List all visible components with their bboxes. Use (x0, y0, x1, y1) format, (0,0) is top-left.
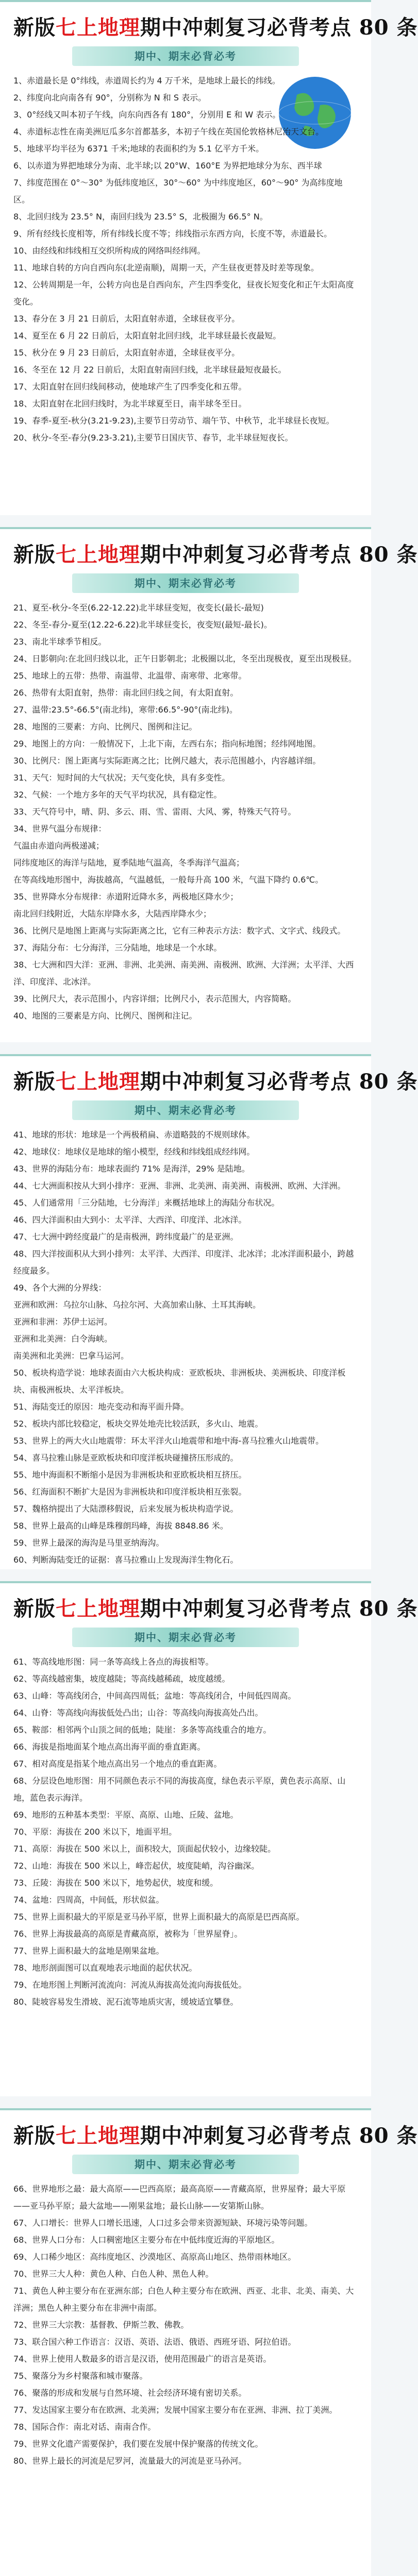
list-item: 64、山脊：等高线向海拔低处凸出；山谷：等高线向海拔高处凸出。 (13, 1708, 263, 1718)
list-item: 33、天气符号中，晴、阴、多云、雨、雪、雷雨、大风、雾，特殊天气符号。 (13, 807, 296, 817)
list-item: 76、聚落的形成和发展与自然环境、社会经济环境有密切关系。 (13, 2388, 247, 2398)
list-item: 同纬度地区的海洋与陆地，夏季陆地气温高，冬季海洋气温高； (13, 858, 245, 868)
list-item: 72、世界三大宗教：基督教、伊斯兰教、佛教。 (13, 2320, 189, 2330)
list-item: 1、赤道最长是 0°纬线，赤道周长约为 4 万千米，是地球上最长的纬线。 (13, 76, 280, 86)
list-item: 南北回归线附近，大陆东岸降水多，大陆西岸降水少； (13, 909, 212, 919)
list-item: 66、世界地形之最：最大高原——巴西高原；最高高原——青藏高原，世界屋脊；最大平原——亚马孙平原；最大盆地——刚果盆地；最长山脉——安第斯山脉。 (13, 2184, 346, 2211)
list-item: 79、在地形图上判断河流流向：河流从海拔高处流向海拔低处。 (13, 1980, 247, 1990)
list-item: 80、陡坡容易发生滑坡、泥石流等地质灾害，缓坡适宜攀登。 (13, 1997, 239, 2007)
title-suffix: 期中冲刺复习必背考点 80 条 (140, 543, 418, 567)
list-item: 56、红海面积不断扩大是因为非洲板块和印度洋板块相互张裂。 (13, 1487, 247, 1497)
list-item: 75、聚落分为乡村聚落和城市聚落。 (13, 2371, 148, 2381)
list-item: 77、发达国家主要分布在欧洲、北美洲；发展中国家主要分布在亚洲、非洲、拉丁美洲。 (13, 2405, 338, 2415)
list-item: 77、世界上面积最大的盆地是刚果盆地。 (13, 1946, 164, 1956)
list-item: 60、判断海陆变迁的证据：喜马拉雅山上发现海洋生物化石。 (13, 1555, 239, 1565)
list-item: 6、以赤道为界把地球分为南、北半球;以 20°W、160°E 为界把地球分为东、西半球 (13, 161, 322, 171)
list-item: 49、各个大洲的分界线： (13, 1283, 107, 1293)
list-item: 62、等高线越密集，坡度越陡；等高线越稀疏，坡度越缓。 (13, 1674, 230, 1684)
section-banner: 期中、期末必背必考 (72, 2155, 299, 2174)
list-item: 15、秋分在 9 月 23 日前后，太阳直射赤道，全球昼夜平分。 (13, 348, 240, 358)
list-item: 32、气候：一个地方多年的天气平均状况，具有稳定性。 (13, 790, 222, 800)
list-item: 55、地中海面积不断缩小是因为非洲板块和亚欧板块相互挤压。 (13, 1470, 247, 1480)
point-list (13, 1126, 358, 1568)
list-item: 19、春季-夏至-秋分(3.21-9.23),主要节日劳动节、端午节、中秋节，北半球昼长夜短。 (13, 416, 335, 426)
list-item: 11、地球自转的方向自西向东(北逆南顺)，周期一天，产生昼夜更替及时差等现象。 (13, 263, 319, 273)
section-banner: 期中、期末必背必考 (72, 573, 299, 593)
section-banner: 期中、期末必背必考 (72, 46, 299, 66)
list-item: 26、热带有太阳直射，热带：南北回归线之间，有太阳直射。 (13, 688, 239, 698)
list-item: 42、地球仪：地球仪是地球的缩小模型，经线和纬线组成经纬网。 (13, 1147, 255, 1157)
list-item: 34、世界气温分布规律： (13, 824, 107, 834)
point-list (13, 72, 358, 446)
list-item: 50、板块构造学说：地球表面由六大板块构成：亚欧板块、非洲板块、美洲板块、印度洋板块、南极洲板块、太平洋板块。 (13, 1368, 346, 1395)
list-item: 78、国际合作：南北对话、南南合作。 (13, 2422, 156, 2432)
list-item: 13、春分在 3 月 21 日前后，太阳直射赤道，全球昼夜平分。 (13, 314, 240, 324)
list-item: 7、纬度范围在 0°～30° 为低纬度地区，30°～60° 为中纬度地区，60°～90° 为高纬度地区。 (13, 178, 343, 205)
list-item: 亚洲和欧洲：乌拉尔山脉、乌拉尔河、大高加索山脉、土耳其海峡。 (13, 1300, 261, 1310)
section-2 (0, 527, 418, 1042)
list-item: 41、地球的形状：地球是一个两极稍扁、赤道略鼓的不规则球体。 (13, 1130, 255, 1140)
list-item: 28、地图的三要素：方向、比例尺、图例和注记。 (13, 722, 197, 732)
list-item: 25、地球上的五带：热带、南温带、北温带、南寒带、北寒带。 (13, 671, 247, 681)
title-prefix: 新版 (13, 1597, 56, 1621)
list-item: 78、地形剖面图可以直观地表示地面的起伏状况。 (13, 1963, 197, 1973)
list-item: 75、世界上面积最大的平原是亚马孙平原，世界上面积最大的高原是巴西高原。 (13, 1912, 305, 1922)
list-item: 61、等高线地形图：同一条等高线上各点的海拔相等。 (13, 1657, 214, 1667)
list-item: 58、世界上最高的山峰是珠穆朗玛峰，海拔 8848.86 米。 (13, 1521, 228, 1531)
list-item: 5、地球平均半径为 6371 千米;地球的表面积约为 5.1 亿平方千米。 (13, 144, 264, 154)
section-5 (0, 2108, 418, 2576)
list-item: 16、冬至在 12 月 22 日前后，太阳直射南回归线，北半球昼最短夜最长。 (13, 365, 287, 375)
title-prefix: 新版 (13, 543, 56, 567)
list-item: 70、平原：海拔在 200 米以下，地面平坦。 (13, 1827, 177, 1837)
list-item: 53、世界上的两大火山地震带：环太平洋火山地震带和地中海-喜马拉雅火山地震带。 (13, 1436, 324, 1446)
list-item: 74、盆地：四周高，中间低，形状似盆。 (13, 1895, 164, 1905)
list-item: 71、黄色人种主要分布在亚洲东部；白色人种主要分布在欧洲、西亚、北非、北美、南美、大洋洲；黑色人种主要分布在非洲中南部。 (13, 2286, 354, 2313)
section-title (13, 2123, 418, 2149)
list-item: 9、所有经线长度相等，所有纬线长度不等；纬线指示东西方向，长度不等，赤道最长。 (13, 229, 332, 239)
list-item: 72、山地：海拔在 500 米以上，峰峦起伏，坡度陡峭，沟谷幽深。 (13, 1861, 260, 1871)
section-4 (0, 1581, 418, 2096)
list-item: 73、丘陵：海拔在 500 米以下，地势起伏，坡度和缓。 (13, 1878, 219, 1888)
list-item: 38、七大洲和四大洋：亚洲、非洲、北美洲、南美洲、南极洲、欧洲、大洋洲；太平洋、大西洋、印度洋、北冰洋。 (13, 960, 354, 987)
list-item: 2、纬度向北向南各有 90°，分别称为 N 和 S 表示。 (13, 93, 207, 103)
list-item: 17、太阳直射在回归线间移动，使地球产生了四季变化和五带。 (13, 382, 247, 392)
list-item: 20、秋分-冬至-春分(9.23-3.21),主要节日国庆节、春节，北半球昼短夜长。 (13, 433, 293, 443)
title-prefix: 新版 (13, 1070, 56, 1094)
list-item: 14、夏至在 6 月 22 日前后，太阳直射北回归线，北半球昼最长夜最短。 (13, 331, 281, 341)
title-highlight: 七上地理 (56, 1070, 140, 1094)
list-item: 亚洲和北美洲：白令海峡。 (13, 1334, 113, 1344)
list-item: 73、联合国六种工作语言：汉语、英语、法语、俄语、西班牙语、阿拉伯语。 (13, 2337, 296, 2347)
list-item: 76、世界上海拔最高的高原是青藏高原，被称为「世界屋脊」。 (13, 1929, 243, 1939)
title-prefix: 新版 (13, 2124, 56, 2148)
title-prefix: 新版 (13, 15, 56, 40)
list-item: 24、日影朝向:在北回归线以北，正午日影朝北；北极圈以北，冬至出现极夜，夏至出现极昼。 (13, 654, 357, 664)
list-item: 31、天气：短时间的大气状况；天气变化快，具有多变性。 (13, 773, 230, 783)
list-item: 46、四大洋面积由大到小：太平洋、大西洋、印度洋、北冰洋。 (13, 1215, 247, 1225)
list-item: 在等高线地形图中，海拔越高，气温越低，一般每升高 100 米，气温下降约 0.6℃。 (13, 875, 324, 885)
list-item: 69、人口稀少地区：高纬度地区、沙漠地区、高原高山地区、热带雨林地区。 (13, 2252, 296, 2262)
list-item: 45、人们通常用「三分陆地，七分海洋」来概括地球上的海陆分布状况。 (13, 1198, 280, 1208)
list-item: 40、地图的三要素是方向、比例尺、图例和注记。 (13, 1011, 197, 1021)
list-item: 68、世界人口分布：人口稠密地区主要分布在中低纬度近海的平原地区。 (13, 2235, 280, 2245)
list-item: 39、比例尺大，表示范围小，内容详细；比例尺小，表示范围大，内容简略。 (13, 994, 296, 1004)
list-item: 10、由经线和纬线相互交织所构成的网络叫经纬网。 (13, 246, 206, 256)
list-item: 52、板块内部比较稳定，板块交界处地壳比较活跃，多火山、地震。 (13, 1419, 263, 1429)
list-item: 23、南北半球季节相反。 (13, 637, 107, 647)
title-highlight: 七上地理 (56, 2124, 140, 2148)
list-item: 36、比例尺是地图上距离与实际距离之比，它有三种表示方法：数字式、文字式、线段式。 (13, 926, 346, 936)
list-item: 70、世界三大人种：黄色人种、白色人种、黑色人种。 (13, 2269, 214, 2279)
list-item: 43、世界的海陆分布：地球表面约 71% 是海洋，29% 是陆地。 (13, 1164, 250, 1174)
point-list (13, 1653, 358, 2010)
section-banner: 期中、期末必背必考 (72, 1100, 299, 1120)
list-item: 67、相对高度是指某个地点高出另一个地点的垂直距离。 (13, 1759, 222, 1769)
list-item: 59、世界上最深的海沟是马里亚纳海沟。 (13, 1538, 164, 1548)
title-highlight: 七上地理 (56, 543, 140, 567)
title-suffix: 期中冲刺复习必背考点 80 条 (140, 2124, 418, 2148)
section-title (13, 1596, 418, 1622)
list-item: 22、冬至-春分-夏至(12.22-6.22)北半球昼变长，夜变短(最短-最长)。 (13, 620, 272, 630)
list-item: 18、太阳直射在北回归线时，为北半球夏至日，南半球冬至日。 (13, 399, 247, 409)
title-highlight: 七上地理 (56, 15, 140, 40)
point-list (13, 599, 358, 1024)
list-item: 66、海拔是指地面某个地点高出海平面的垂直距离。 (13, 1742, 206, 1752)
list-item: 亚洲和非洲：苏伊士运河。 (13, 1317, 113, 1327)
list-item: 南美洲和北美洲：巴拿马运河。 (13, 1351, 129, 1361)
list-item: 80、世界上最长的河流是尼罗河，流量最大的河流是亚马孙河。 (13, 2456, 247, 2466)
list-item: 67、人口增长：世界人口增长迅速，人口过多会带来资源短缺、环境污染等问题。 (13, 2218, 313, 2228)
section-3 (0, 1054, 418, 1569)
list-item: 35、世界降水分布规律：赤道附近降水多，两极地区降水少； (13, 892, 239, 902)
list-item: 48、四大洋按面积从大到小排列：太平洋、大西洋、印度洋、北冰洋；北冰洋面积最小，跨越经度最多。 (13, 1249, 354, 1276)
list-item: 54、喜马拉雅山脉是亚欧板块和印度洋板块碰撞挤压形成的。 (13, 1453, 239, 1463)
list-item: 27、温带:23.5°-66.5°(南北纬)，寒带:66.5°-90°(南北纬)。 (13, 705, 238, 715)
list-item: 68、分层设色地形图：用不同颜色表示不同的海拔高度，绿色表示平原，黄色表示高原、山地，蓝色表示海洋。 (13, 1776, 346, 1803)
section-title (13, 14, 418, 41)
list-item: 79、世界文化遗产需要保护，我们要在发展中保护聚落的传统文化。 (13, 2439, 263, 2449)
list-item: 63、山峰：等高线闭合，中间高四周低；盆地：等高线闭合，中间低四周高。 (13, 1691, 296, 1701)
title-suffix: 期中冲刺复习必背考点 80 条 (140, 1070, 418, 1094)
section-title (13, 541, 418, 568)
title-suffix: 期中冲刺复习必背考点 80 条 (140, 15, 418, 40)
section-1 (0, 0, 418, 515)
list-item: 71、高原：海拔在 500 米以上，面积较大，顶面起伏较小，边缘较陡。 (13, 1844, 276, 1854)
title-highlight: 七上地理 (56, 1597, 140, 1621)
list-item: 气温由赤道向两极递减； (13, 841, 105, 851)
list-item: 74、世界上使用人数最多的语言是汉语，使用范围最广的语言是英语。 (13, 2354, 272, 2364)
list-item: 3、0°经线又叫本初子午线，向东向西各有 180°，分别用 E 和 W 表示。 (13, 110, 281, 120)
list-item: 12、公转周期是一年，公转方向也是自西向东，产生四季变化，昼夜长短变化和正午太阳高度变化。 (13, 280, 354, 307)
point-list (13, 2180, 358, 2469)
section-title (13, 1069, 418, 1095)
list-item: 47、七大洲中跨经度最广的是南极洲，跨纬度最广的是亚洲。 (13, 1232, 239, 1242)
list-item: 44、七大洲面积按从大到小排序：亚洲、非洲、北美洲、南美洲、南极洲、欧洲、大洋洲。 (13, 1181, 346, 1191)
list-item: 65、鞍部：相邻两个山顶之间的低地；陡崖：多条等高线重合的地方。 (13, 1725, 272, 1735)
list-item: 30、比例尺：图上距离与实际距离之比；比例尺越大，表示范围越小，内容越详细。 (13, 756, 321, 766)
list-item: 57、魏格纳提出了大陆漂移假说，后来发展为板块构造学说。 (13, 1504, 239, 1514)
list-item: 21、夏至-秋分-冬至(6.22-12.22)北半球昼变短，夜变长(最长-最短) (13, 603, 264, 613)
title-suffix: 期中冲刺复习必背考点 80 条 (140, 1597, 418, 1621)
section-banner: 期中、期末必背必考 (72, 1628, 299, 1647)
list-item: 8、北回归线为 23.5° N，南回归线为 23.5° S，北极圈为 66.5° N。 (13, 212, 268, 222)
list-item: 4、赤道标志性在南美洲厄瓜多尔首都基多，本初子午线在英国伦敦格林尼治天文台。 (13, 127, 324, 137)
list-item: 37、海陆分布：七分海洋，三分陆地，地球是一个水球。 (13, 943, 222, 953)
list-item: 69、地形的五种基本类型：平原、高原、山地、丘陵、盆地。 (13, 1810, 239, 1820)
list-item: 29、地图上的方向：一般情况下，上北下南，左西右东；指向标地图；经纬网地图。 (13, 739, 321, 749)
list-item: 51、海陆变迁的原因：地壳变动和海平面升降。 (13, 1402, 189, 1412)
